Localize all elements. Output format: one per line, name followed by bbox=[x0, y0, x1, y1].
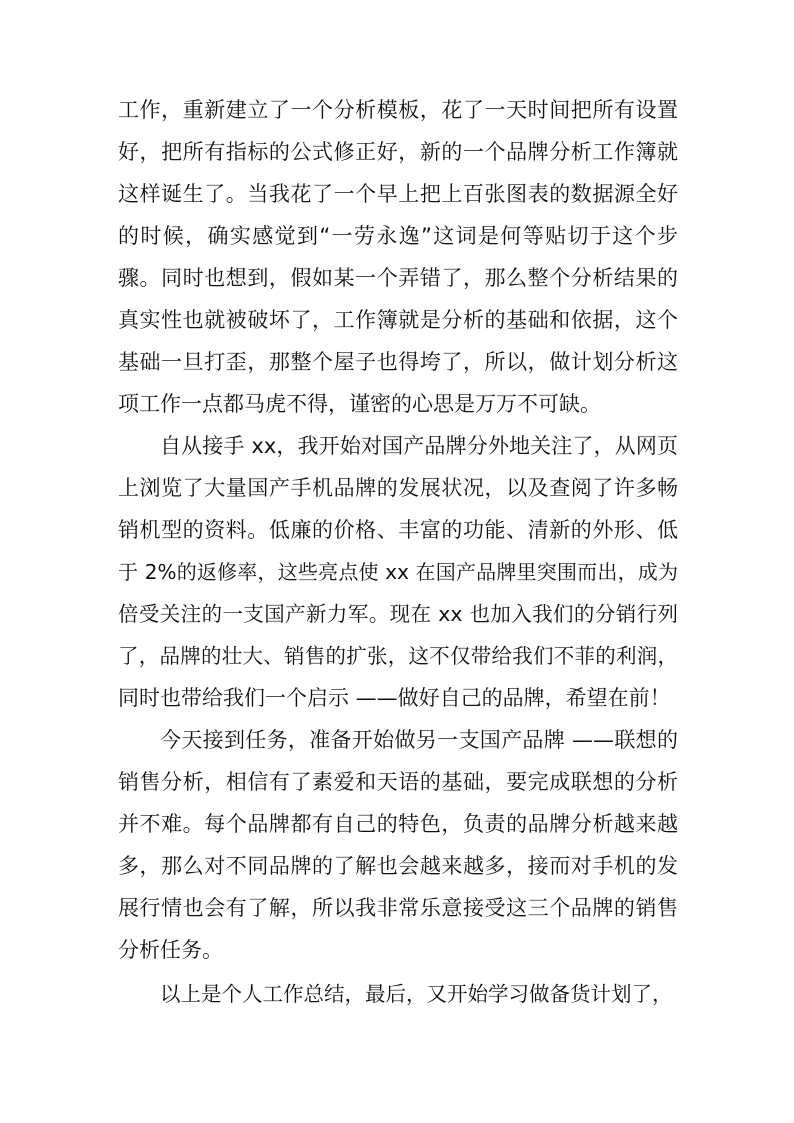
paragraph-2-line-7: 同时也带给我们一个启示 ——做好自己的品牌，希望在前！ bbox=[118, 686, 671, 710]
paragraph-1-line-5: 骤。同时也想到，假如某一个弄错了，那么整个分析结果的 bbox=[118, 266, 678, 290]
paragraph-3-line-3: 并不难。每个品牌都有自己的特色，负责的品牌分析越来越 bbox=[118, 812, 678, 836]
paragraph-2-line-5: 倍受关注的一支国产新力军。现在 xx 也加入我们的分销行列 bbox=[118, 602, 678, 626]
paragraph-1-line-6: 真实性也就被破坏了，工作簿就是分析的基础和依据，这个 bbox=[118, 308, 678, 332]
paragraph-3-line-6: 分析任务。 bbox=[118, 938, 223, 962]
paragraph-1-line-4: 的时候，确实感觉到“一劳永逸”这词是何等贴切于这个步 bbox=[118, 224, 678, 248]
paragraph-1-line-7: 基础一旦打歪，那整个屋子也得垮了，所以，做计划分析这 bbox=[118, 350, 678, 374]
paragraph-1-line-1: 工作，重新建立了一个分析模板，花了一天时间把所有设置 bbox=[118, 98, 678, 122]
paragraph-1-line-8: 项工作一点都马虎不得，谨密的心思是万万不可缺。 bbox=[118, 392, 601, 416]
paragraph-2-line-1: 自从接手 xx，我开始对国产品牌分外地关注了，从网页 bbox=[160, 434, 678, 458]
paragraph-3-line-2: 销售分析，相信有了素爱和天语的基础，要完成联想的分析 bbox=[118, 770, 678, 794]
paragraph-3-line-4: 多，那么对不同品牌的了解也会越来越多，接而对手机的发 bbox=[118, 854, 678, 878]
paragraph-2-line-6: 了，品牌的壮大、销售的扩张，这不仅带给我们不菲的利润， bbox=[118, 644, 678, 668]
paragraph-3-line-1: 今天接到任务，准备开始做另一支国产品牌 ——联想的 bbox=[160, 728, 678, 752]
paragraph-2-line-4: 于 2%的返修率，这些亮点使 xx 在国产品牌里突围而出，成为 bbox=[118, 560, 678, 584]
paragraph-1-line-2: 好，把所有指标的公式修正好，新的一个品牌分析工作簿就 bbox=[118, 140, 678, 164]
paragraph-3-line-5: 展行情也会有了解，所以我非常乐意接受这三个品牌的销售 bbox=[118, 896, 678, 920]
paragraph-4-line-1: 以上是个人工作总结，最后，又开始学习做备货计划了， bbox=[160, 982, 673, 1006]
paragraph-2-line-3: 销机型的资料。低廉的价格、丰富的功能、清新的外形、低 bbox=[118, 518, 678, 542]
paragraph-2-line-2: 上浏览了大量国产手机品牌的发展状况，以及查阅了许多畅 bbox=[118, 476, 678, 500]
paragraph-1-line-3: 这样诞生了。当我花了一个早上把上百张图表的数据源全好 bbox=[118, 182, 678, 206]
